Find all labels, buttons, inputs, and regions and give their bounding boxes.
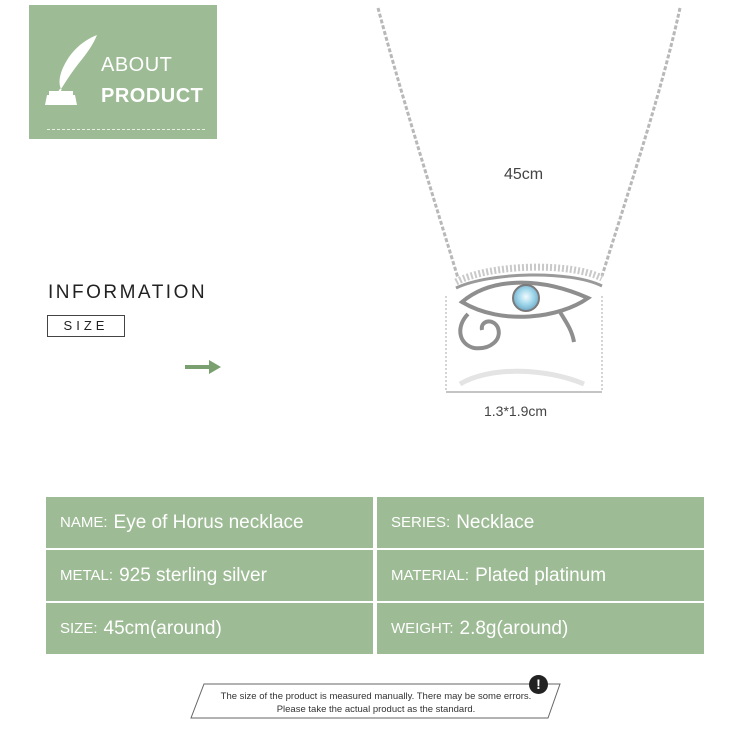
- warning-icon: !: [529, 675, 548, 694]
- chain-length-label: 45cm: [504, 166, 544, 183]
- spec-key: SIZE:: [60, 620, 98, 637]
- spec-cell-series: [377, 497, 704, 548]
- spec-cell-size: [46, 603, 373, 654]
- information-heading: INFORMATION: [48, 282, 208, 303]
- spec-cell-weight: [377, 603, 704, 654]
- size-badge: SIZE: [47, 315, 125, 337]
- about-label: ABOUT: [101, 54, 173, 76]
- spec-table: [46, 497, 704, 653]
- spec-value: Eye of Horus necklace: [113, 511, 304, 533]
- spec-value: 45cm(around): [103, 617, 222, 639]
- spec-key: METAL:: [60, 567, 114, 584]
- spec-value: 925 sterling silver: [119, 564, 267, 586]
- quill-ink-icon: [41, 33, 101, 109]
- disclaimer-line-2: Please take the actual product as the standard.: [276, 704, 476, 715]
- arrow-right-icon: [185, 360, 221, 374]
- about-product-banner: [29, 5, 217, 139]
- spec-key: SERIES:: [391, 514, 451, 531]
- pendant-dimension-label: 1.3*1.9cm: [484, 403, 548, 419]
- spec-cell-material: [377, 550, 704, 601]
- spec-key: NAME:: [60, 514, 108, 531]
- dashed-divider: [47, 129, 205, 130]
- necklace-image: [370, 0, 690, 440]
- spec-key: WEIGHT:: [391, 620, 454, 637]
- spec-value: 2.8g(around): [459, 617, 569, 639]
- spec-cell-name: [46, 497, 373, 548]
- spec-value: Plated platinum: [475, 564, 607, 586]
- product-label: PRODUCT: [101, 85, 204, 107]
- measurement-disclaimer: [190, 676, 562, 719]
- spec-value: Necklace: [456, 511, 535, 533]
- disclaimer-line-1: The size of the product is measured manually. There may be some errors.: [220, 691, 532, 702]
- spec-key: MATERIAL:: [391, 567, 470, 584]
- spec-cell-metal: [46, 550, 373, 601]
